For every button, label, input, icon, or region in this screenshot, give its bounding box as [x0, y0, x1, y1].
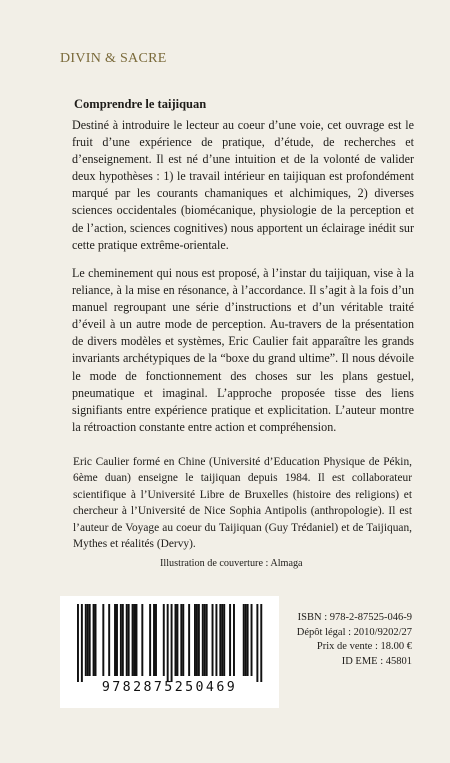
barcode-bar [155, 604, 157, 676]
barcode-bar [116, 604, 118, 676]
barcode-bar [141, 604, 143, 676]
barcode-bar [77, 604, 79, 682]
barcode-bar [198, 604, 200, 676]
barcode [60, 596, 279, 708]
barcode-bar [132, 604, 134, 676]
barcode-bar [223, 604, 225, 676]
barcode-bar [251, 604, 253, 676]
barcode-bar [247, 604, 249, 676]
barcode-bar [229, 604, 231, 676]
isbn-info [282, 611, 412, 669]
barcode-bar [260, 604, 262, 682]
book-title: Comprendre le taijiquan [74, 97, 207, 111]
barcode-bar [206, 604, 208, 676]
barcode-bars [60, 596, 279, 682]
barcode-bar [134, 604, 136, 676]
barcode-bar [85, 604, 87, 676]
barcode-bar [89, 604, 91, 676]
barcode-bar [126, 604, 128, 676]
cover-illustration-credit: Illustration de couverture : Almaga [160, 558, 303, 569]
description-paragraph-2: Le cheminement qui nous est proposé, à l’instar du taijiquan, vise à la reliance, à la mise en résonance, à l’accordance. Il s’agit à la fois d’un manuel regroupant une série d’instructions et d’un véritable traité d’éveil à un autre mode de perception. Au-travers de la présentation de divers modèles et systèmes, Eric Caulier fait apparaître les grands invariants archétypiques de la “boxe du grand ultime”. Il nous dévoile le mode de fonctionnement des choses sur les plans gestuel, pneumatique et imaginal. L’approche proposée tisse des liens signifiants entre expérience pratique et explicitation. L’auteur montre la rétroaction constante entre action et compréhension. [72, 266, 414, 434]
barcode-bar [120, 604, 122, 676]
barcode-bar [243, 604, 245, 676]
barcode-bar [176, 604, 178, 676]
barcode-bar [188, 604, 190, 676]
isbn-line: ISBN : 978-2-87525-046-9 [297, 612, 412, 623]
barcode-bar [182, 604, 184, 676]
barcode-bar [256, 604, 258, 682]
barcode-bar [136, 604, 138, 676]
price-line: Prix de vente : 18.00 € [316, 641, 412, 653]
barcode-bar [153, 604, 155, 676]
barcode-bar [215, 604, 217, 676]
barcode-bar [163, 604, 165, 676]
barcode-bar [194, 604, 196, 676]
barcode-bar [175, 604, 177, 676]
barcode-bar [219, 604, 221, 676]
description-paragraph-1: Destiné à introduire le lecteur au coeur d’une voie, cet ouvrage est le fruit d’une expérience de pratique, d’étude, de recherches et d’enseignement. Il est né d’une intuition et de la volonté de valider deux hypothèses : 1) le travail intérieur en taijiquan est profondément marqué par les courants chamaniques et alchimiques, 2) diverses sciences occidentales (biomécanique, physiologie de la perception et de l’action, sciences cognitives) nous apportent un éclairage inédit sur cette pratique extrême-orientale. [72, 118, 414, 252]
barcode-bar [95, 604, 97, 676]
barcode-bar [202, 604, 204, 676]
barcode-bar [245, 604, 247, 676]
barcode-bar [196, 604, 198, 676]
barcode-bar [122, 604, 124, 676]
author-bio: Eric Caulier formé en Chine (Université d’Education Physique de Pékin, 6ème duan) enseigne le taijiquan depuis 1984. Il est collaborateur scientifique à l’Université Libre de Bruxelles (histoire des religions) et chercheur à l’Université de Nice Sophia Antipolis (anthropologie). Il est l’auteur de Voyage au coeur du Taijiquan (Guy Trédaniel) et de Taijiquan, Mythes et réalités (Dervy). [73, 456, 412, 551]
barcode-bar [108, 604, 110, 676]
legal-deposit-line: Dépôt légal : 2010/9202/27 [296, 626, 412, 638]
barcode-bar [171, 604, 173, 682]
id-eme-line: ID EME : 45801 [341, 655, 412, 667]
barcode-bar [81, 604, 83, 682]
barcode-bar [149, 604, 151, 676]
barcode-bar [167, 604, 169, 682]
barcode-bar [212, 604, 214, 676]
barcode-bar [204, 604, 206, 676]
barcode-bar [102, 604, 104, 676]
barcode-bar [114, 604, 116, 676]
barcode-bar [87, 604, 89, 676]
barcode-bar [128, 604, 130, 676]
barcode-bar [221, 604, 223, 676]
barcode-bar [180, 604, 182, 676]
series-label: DIVIN & SACRE [60, 51, 167, 66]
barcode-bar [93, 604, 95, 676]
barcode-digits: 9782875250469 [101, 680, 238, 695]
barcode-bar [233, 604, 235, 676]
